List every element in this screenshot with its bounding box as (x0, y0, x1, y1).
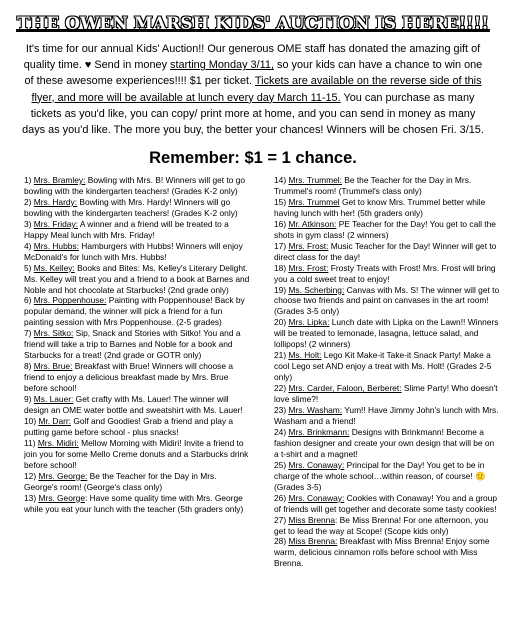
item-description: Music Teacher for the Day! Winner will get to direct class for the day! (274, 240, 497, 262)
item-teacher-name: Mrs. Frost: (288, 240, 329, 251)
item-description: Be the Teacher for the Day in Mrs. George's room! (George's class only) (24, 470, 217, 492)
auction-item (24, 493, 250, 515)
auction-item (274, 460, 500, 493)
item-description: Mellow Morning with Midiri! Invite a friend to join you for some Mello Creme donuts and a Starbucks drink before school! (24, 437, 249, 470)
item-number: 6) (24, 295, 34, 306)
auction-item (274, 350, 500, 383)
item-number: 20) (274, 317, 289, 328)
item-number: 3) (24, 218, 34, 229)
item-number: 22) (274, 383, 289, 394)
item-number: 16) (274, 218, 289, 229)
auction-item (24, 438, 250, 471)
auction-item (274, 405, 500, 427)
item-number: 15) (274, 196, 289, 207)
item-teacher-name: Mrs. Frost: (288, 262, 329, 273)
item-teacher-name: Mrs. George: (38, 470, 88, 481)
auction-item (24, 263, 250, 296)
item-description: Bowling with Mrs. Hardy! Winners will go bowling with the kindergarten teachers! (Grades K-2 only) (24, 196, 238, 218)
auction-item (24, 175, 250, 197)
item-description: Golf and Goodies! Grab a friend and play a putting game before school - plus snacks! (24, 415, 234, 437)
item-number: 27) (274, 514, 289, 525)
item-description: PE Teacher for the Day! You get to call the shots in gym class! (2 winners) (274, 218, 496, 240)
item-description: Lunch date with Lipka on the Lawn!! Winners will be treated to lemonade, lasagna, lettuce salad, and lollipops! (2 winners) (274, 317, 499, 350)
auction-item (274, 263, 500, 285)
auction-item (274, 493, 500, 515)
item-teacher-name: Ms. Holt: (288, 350, 322, 361)
item-teacher-name: Miss Brenna: (288, 536, 338, 547)
item-number: 7) (24, 328, 34, 339)
auction-list-left (24, 175, 250, 515)
item-description: : Be Miss Brenna! For one afternoon, you get to lead the way at Scope! (Scope kids only) (274, 514, 489, 536)
item-description: Be the Teacher for the Day in Mrs. Trummel's room! (Trummel's class only) (274, 175, 472, 196)
item-description: Cookies with Conaway! You and a group of friends will get together and decorate some tasty cookies! (274, 492, 498, 514)
item-teacher-name: Ms. Scherbing: (288, 284, 345, 295)
item-description: Breakfast with Miss Brenna! Enjoy some warm, delicious cinnamon rolls before school with Miss Brenna. (274, 536, 490, 569)
item-number: 4) (24, 240, 34, 251)
item-description: Painting with Poppenhouse! Back by popular demand, the winner will pick a friend for a fun painting session with Mrs Poppenhouse. (2-5 grades) (24, 295, 245, 328)
item-description: Books and Bites: Ms. Kelley's Literary Delight. Ms. Kelley will treat you and a friend to a book at Barnes and Noble and hot chocolate at Starbucks! (2nd grade only) (24, 262, 250, 295)
item-teacher-name: Ms. Kelley: (33, 262, 75, 273)
item-teacher-name: Ms. Lauer: (33, 394, 74, 405)
auction-item (274, 241, 500, 263)
item-number: 11) (24, 437, 38, 448)
item-teacher-name: Miss Brenna (288, 514, 335, 525)
item-description: Sip, Snack and Stories with Sitko! You and a friend will take a trip to Barnes and Noble for a book and Starbucks for a treat! (2nd grade or GOTR only) (24, 328, 241, 361)
auction-item (274, 317, 500, 350)
auction-item (24, 361, 250, 394)
item-description: Bowling with Mrs. B! Winners will get to go bowling with the kindergarten teachers! (Grades K-2 only) (24, 175, 246, 196)
item-description: Get to know Mrs. Trummel better while having lunch with her! (5th graders only) (274, 196, 486, 218)
item-teacher-name: Mrs. Carder, Faloon, Berberet: (288, 383, 402, 394)
item-number: 13) (24, 492, 39, 503)
intro-text-2: so your kids can have a chance to win one of these awesome experiences!!!! $1 per ticket. (24, 59, 483, 88)
remember-heading: Remember: $1 = 1 chance. (149, 149, 357, 167)
auction-item (24, 241, 250, 263)
item-number: 5) (24, 262, 34, 273)
item-number: 10) (24, 415, 39, 426)
item-description: Get crafty with Ms. Lauer! The winner will design an OME water bottle and sweatshirt with Ms. Lauer! (24, 394, 243, 416)
item-teacher-name: Mrs. Hardy: (33, 196, 78, 207)
item-number: 28) (274, 536, 289, 547)
intro-ticket-info: Tickets are available on the reverse side of this flyer, and more will be available at lunch every day March 11-15. (31, 75, 482, 104)
page-title (0, 14, 506, 34)
item-number: 14) (274, 175, 289, 185)
item-teacher-name: Mrs. Trummel (288, 196, 340, 207)
auction-item (274, 515, 500, 537)
item-description: Slime Party! Who doesn't love slime?! (274, 383, 498, 405)
item-number: 24) (274, 426, 289, 437)
auction-item (274, 197, 500, 219)
intro-text-1: It's time for our annual Kids' Auction!! Our generous OME staff has donated the amazing gift of quality time. ♥ Send in money (23, 43, 481, 72)
item-description: Yum!! Have Jimmy John's lunch with Mrs. Washam and a friend! (274, 405, 499, 426)
item-teacher-name: Mrs. Trummel: (288, 175, 342, 185)
item-description: Hamburgers with Hubbs! Winners will enjoy McDonald's for lunch with Mrs. Hubbs! (24, 240, 243, 262)
item-teacher-name: Mrs. Lipka: (288, 317, 330, 328)
item-description: Canvas with Ms. S! The winner will get to choose two friends and paint on canvases in the art room! (Grades 3-5 only) (274, 284, 500, 317)
auction-item (24, 219, 250, 241)
item-number: 8) (24, 361, 34, 372)
item-number: 25) (274, 459, 289, 470)
item-number: 18) (274, 262, 289, 273)
page-title-text: THE OWEN MARSH KIDS' AUCTION IS HERE!!!! (17, 14, 489, 34)
item-teacher-name: Mr. Darr: (38, 415, 72, 426)
item-teacher-name: Mrs. Brinkmann: (288, 426, 350, 437)
item-description: Lego Kit Make-it Take-it Snack Party! Make a cool Lego set AND enjoy a treat with Ms. Holt! (Grades 2-5 only) (274, 350, 492, 383)
item-teacher-name: Mrs. Midiri: (37, 437, 79, 448)
item-description: : Have some quality time with Mrs. George while you eat your lunch with the teacher (5th graders only) (24, 492, 244, 514)
item-teacher-name: Mrs. Sitko: (33, 328, 74, 339)
item-number: 9) (24, 394, 34, 405)
item-description: Designs with Brinkmann! Become a fashion designer and create your own design that will be on a t-shirt and a magnet! (274, 426, 495, 459)
item-description: Principal for the Day! You get to be in charge of the whole school…within reason, of course! 🙂(Grades 3-5) (274, 459, 486, 492)
auction-list-right (274, 175, 500, 569)
intro-paragraph (20, 41, 486, 138)
item-number: 2) (24, 196, 34, 207)
item-number: 26) (274, 492, 289, 503)
auction-item (274, 427, 500, 460)
auction-item (24, 394, 250, 416)
item-number: 12) (24, 470, 39, 481)
item-number: 1) (24, 175, 34, 185)
item-teacher-name: Mrs. Washam: (288, 405, 343, 416)
auction-item (274, 219, 500, 241)
item-teacher-name: Mrs. Friday: (33, 218, 78, 229)
item-teacher-name: Mrs. Poppenhouse: (33, 295, 107, 306)
item-teacher-name: Mrs. Conaway: (288, 492, 345, 503)
item-description: Breakfast with Brue! Winners will choose a friend to enjoy a delicious breakfast made by Mrs. Brue before school! (24, 361, 233, 394)
item-number: 21) (274, 350, 289, 361)
auction-item (24, 295, 250, 328)
intro-text-3: You can purchase as many tickets as you'd like, you can copy/ print more at home, and you can send in money as many days as you'd like. The more you buy, the better your chances! Winners will be chosen Fri. 3/15. (22, 91, 484, 137)
auction-item (24, 471, 250, 493)
item-number: 23) (274, 405, 289, 416)
intro-start-date: starting Monday 3/11, (170, 59, 274, 72)
item-teacher-name: Mrs. Hubbs: (33, 240, 79, 251)
auction-item (274, 383, 500, 405)
item-description: A winner and a friend will be treated to a Happy Meal lunch with Mrs. Friday! (24, 218, 229, 240)
item-number: 17) (274, 240, 289, 251)
item-teacher-name: Mrs. Conaway: (288, 459, 345, 470)
auction-item (274, 175, 500, 197)
item-teacher-name: Mr. Atkinson: (288, 218, 337, 229)
item-description: Frosty Treats with Frost! Mrs. Frost will bring you a cold sweet treat to enjoy! (274, 262, 496, 284)
auction-item (24, 328, 250, 361)
item-number: 19) (274, 284, 289, 295)
item-teacher-name: Mrs. Brue: (33, 361, 73, 372)
auction-item (274, 536, 500, 569)
auction-item (24, 416, 250, 438)
item-teacher-name: Mrs. Bramley: (33, 175, 86, 185)
item-teacher-name: Mrs. George (38, 492, 85, 503)
auction-item (24, 197, 250, 219)
auction-item (274, 285, 500, 318)
